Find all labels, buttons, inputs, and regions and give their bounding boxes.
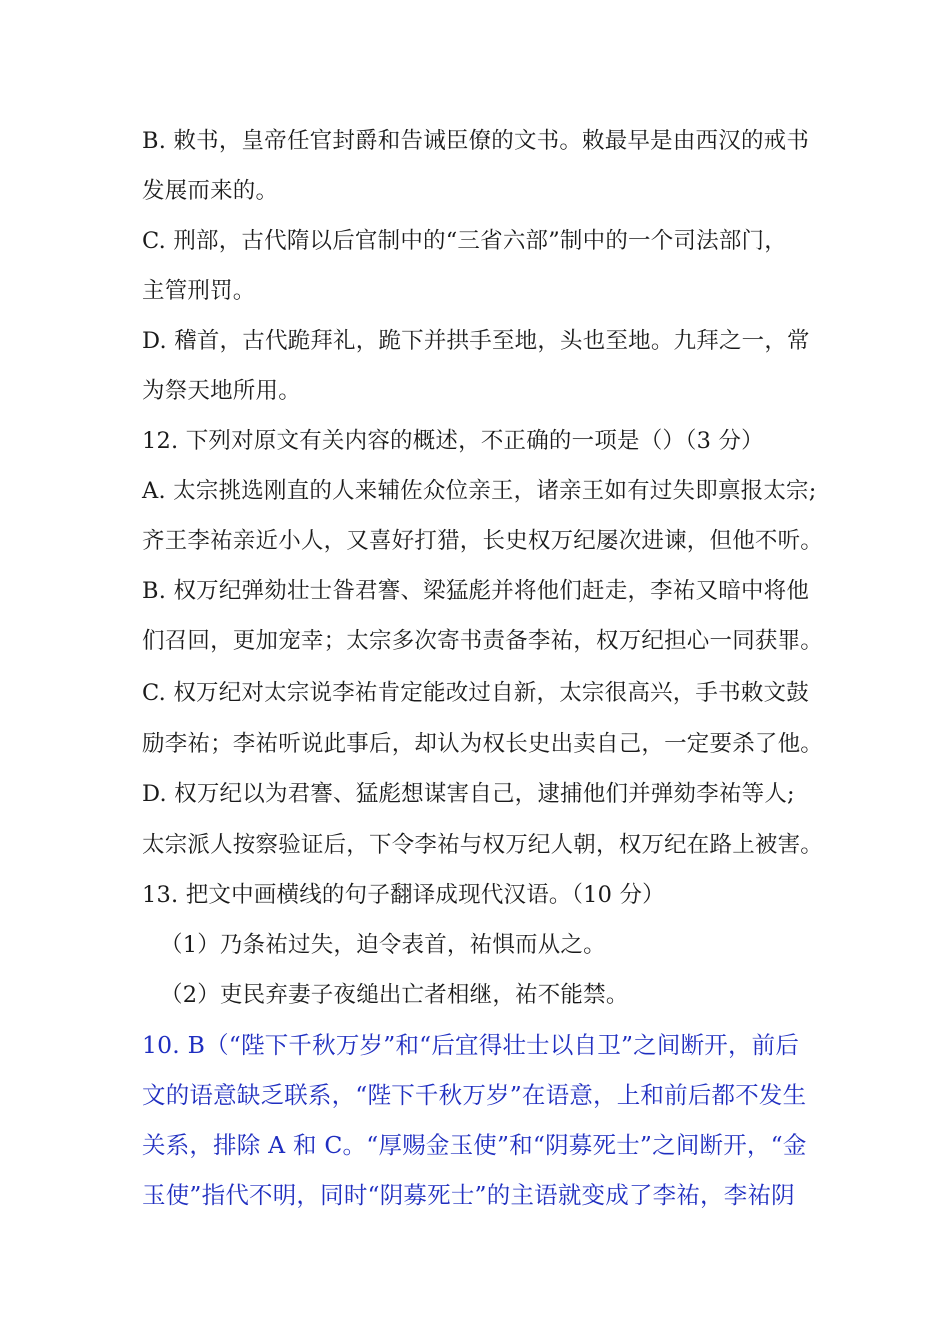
text-line: A. 太宗挑选刚直的人来辅佐众位亲王，诸亲王如有过失即禀报太宗; — [142, 478, 817, 504]
sub-question: （2）吏民弃妻子夜缒出亡者相继，祐不能禁。 — [160, 982, 629, 1008]
text-line: 齐王李祐亲近小人，又喜好打猎，长史权万纪屡次进谏，但他不听。 — [142, 528, 824, 554]
text-line: 太宗派人按察验证后，下令李祐与权万纪人朝，权万纪在路上被害。 — [142, 832, 824, 858]
text-line: 们召回，更加宠幸；太宗多次寄书责备李祐，权万纪担心一同获罪。 — [142, 628, 824, 654]
text-line: D. 稽首，古代跪拜礼，跪下并拱手至地，头也至地。九拜之一，常 — [142, 328, 810, 354]
answer-line: 10. B（“陛下千秋万岁”和“后宜得壮士以自卫”之间断开，前后 — [142, 1031, 800, 1059]
text-line: 主管刑罚。 — [142, 278, 256, 304]
text-line: 为祭天地所用。 — [142, 378, 301, 404]
answer-line: 关系，排除 A 和 C。“厚赐金玉使”和“阴募死士”之间断开，“金 — [142, 1131, 807, 1159]
question-heading: 12. 下列对原文有关内容的概述，不正确的一项是（）（3 分） — [142, 428, 764, 454]
text-line: 发展而来的。 — [142, 178, 279, 204]
question-heading: 13. 把文中画横线的句子翻译成现代汉语。（10 分） — [142, 882, 665, 908]
text-line: D. 权万纪以为君謇、猛彪想谋害自己，逮捕他们并弹劾李祐等人; — [142, 781, 795, 807]
text-line: C. 权万纪对太宗说李祐肯定能改过自新，太宗很高兴，手书敕文鼓 — [142, 680, 809, 706]
sub-question: （1）乃条祐过失，迫令表首，祐惧而从之。 — [160, 932, 606, 958]
text-line: B. 敕书，皇帝任官封爵和告诫臣僚的文书。敕最早是由西汉的戒书 — [142, 128, 810, 154]
text-line: C. 刑部，古代隋以后官制中的“三省六部”制中的一个司法部门， — [142, 228, 787, 254]
text-line: 励李祐；李祐听说此事后，却认为权长史出卖自己，一定要杀了他。 — [142, 731, 824, 757]
text-line: B. 权万纪弹劾壮士昝君謇、梁猛彪并将他们赶走，李祐又暗中将他 — [142, 578, 810, 604]
answer-line: 玉使”指代不明，同时“阴募死士”的主语就变成了李祐，李祐阴 — [142, 1181, 795, 1209]
answer-line: 文的语意缺乏联系，“陛下千秋万岁”在语意，上和前后都不发生 — [142, 1081, 807, 1109]
